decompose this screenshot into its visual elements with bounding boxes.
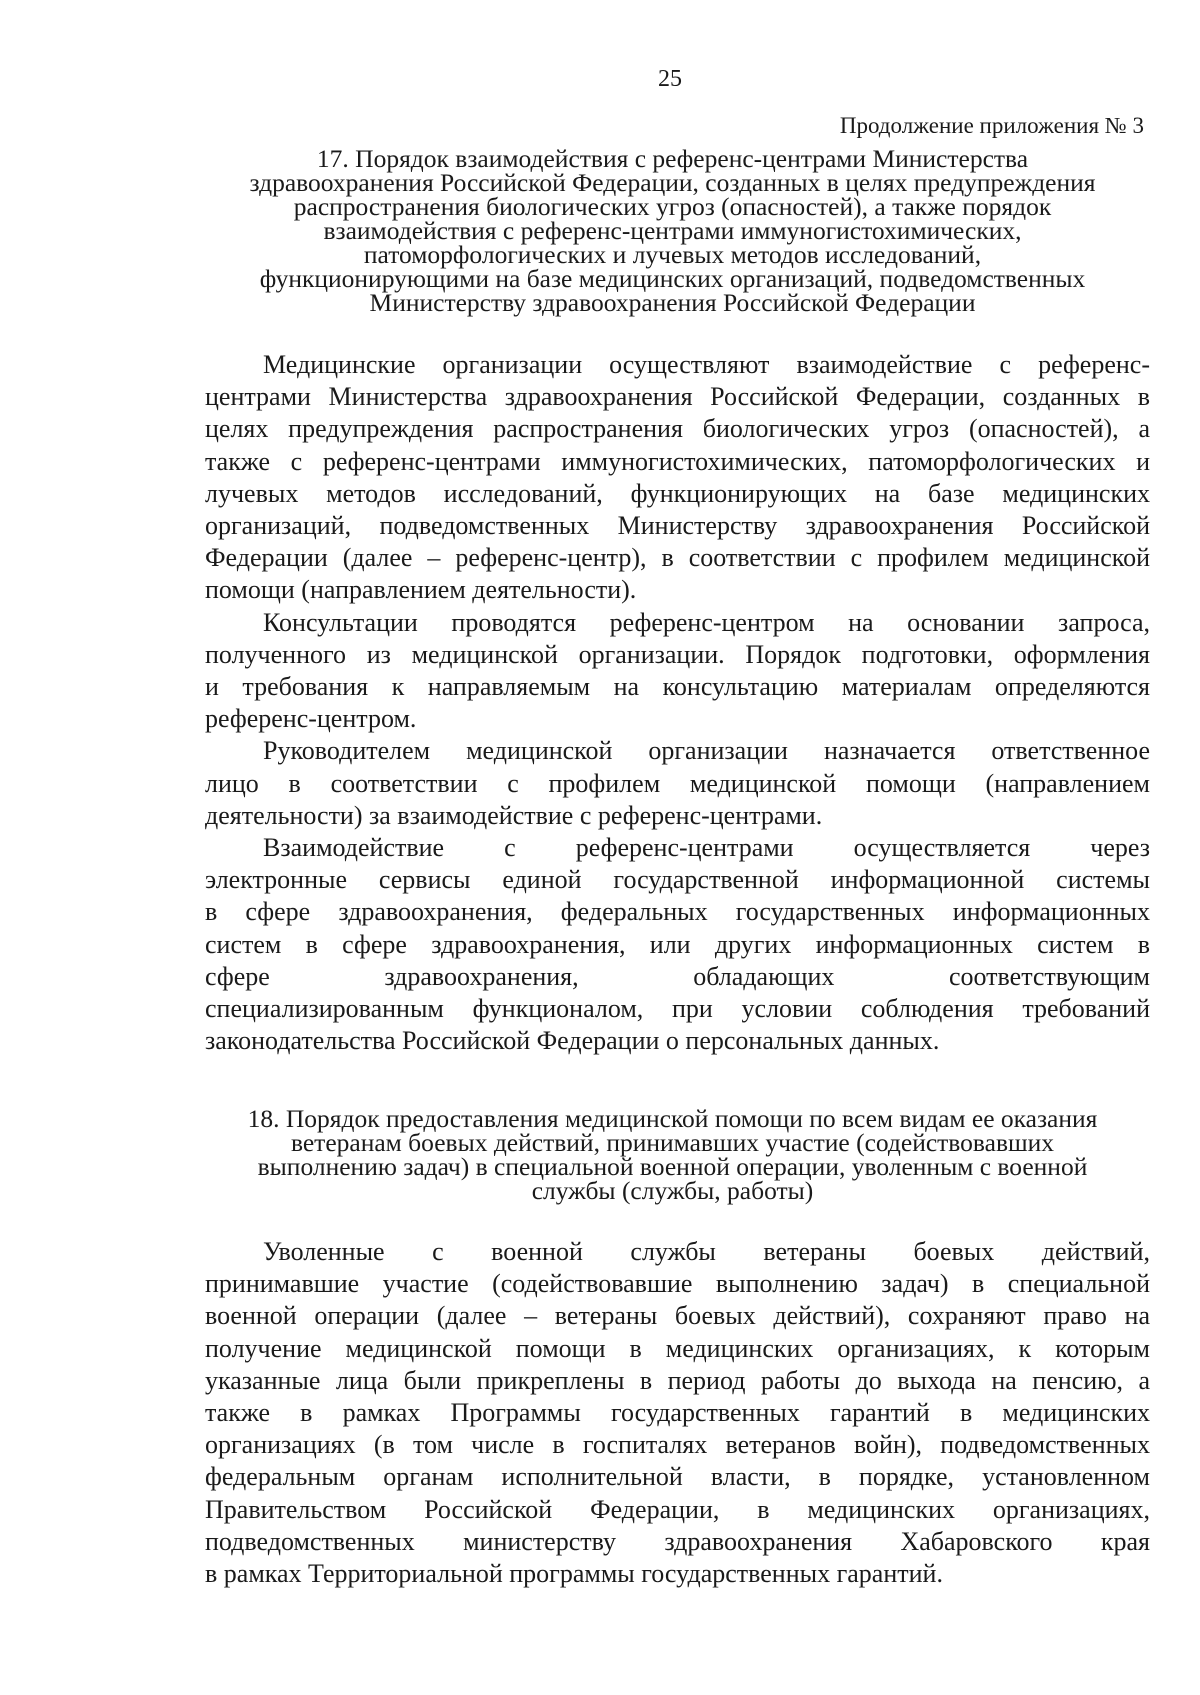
section-18-body (205, 1236, 1150, 1590)
text-line: военной операции (далее – ветераны боевых действий), сохраняют право на (205, 1301, 1150, 1331)
heading-line: Министерству здравоохранения Российской Федерации (369, 288, 976, 317)
text-line: систем в сфере здравоохранения, или других информационных систем в (205, 929, 1150, 959)
heading-line: взаимодействия с референс-центрами иммуногистохимических, (323, 216, 1022, 245)
text-line: и требования к направляемым на консультацию материалам определяются (205, 672, 1150, 702)
heading-line: функционирующими на базе медицинских организаций, подведомственных (259, 264, 1086, 293)
text-line: референс-центром. (205, 704, 417, 734)
heading-line: распространения биологических угроз (опасностей), а также порядок (293, 192, 1052, 221)
text-line: подведомственных министерству здравоохранения Хабаровского края (205, 1526, 1150, 1556)
text-line: деятельности) за взаимодействие с референс-центрами. (205, 800, 823, 830)
text-line: также в рамках Программы государственных гарантий в медицинских (205, 1398, 1150, 1428)
page-number: 25 (658, 66, 682, 92)
text-line: Федерации (далее – референс-центр), в соответствии с профилем медицинской (205, 543, 1150, 573)
text-line: законодательства Российской Федерации о персональных данных. (205, 1026, 940, 1056)
text-line: Уволенные с военной службы ветераны боевых действий, (263, 1237, 1150, 1266)
text-line: Руководителем медицинской организации назначается ответственное (263, 736, 1150, 766)
text-line: федеральным органам исполнительной власти, в порядке, установленном (205, 1462, 1150, 1492)
text-line: получение медицинской помощи в медицинских организациях, к которым (205, 1333, 1150, 1363)
heading-line: 17. Порядок взаимодействия с референс-центрами Министерства (316, 144, 1029, 173)
text-line: лицо в соответствии с профилем медицинской помощи (направлением (205, 768, 1150, 798)
text-line: целях предупреждения распространения биологических угроз (опасностей), а (205, 414, 1150, 444)
text-line: помощи (направлением деятельности). (205, 575, 637, 605)
paragraph (205, 349, 1150, 607)
appendix-continuation-note: Продолжение приложения № 3 (839, 113, 1144, 138)
text-line: в сфере здравоохранения, федеральных государственных информационных (205, 897, 1150, 927)
text-line: указанные лица были прикреплены в период работы до выхода на пенсию, а (205, 1365, 1150, 1395)
heading-line: службы (службы, работы) (531, 1176, 814, 1205)
heading-line: 18. Порядок предоставления медицинской помощи по всем видам ее оказания (247, 1104, 1098, 1133)
text-line: электронные сервисы единой государственной информационной системы (205, 865, 1150, 895)
text-line: Медицинские организации осуществляют взаимодействие с референс- (263, 350, 1150, 379)
section-17-body (205, 349, 1150, 1057)
text-line: организациях (в том числе в госпиталях ветеранов войн), подведомственных (205, 1430, 1150, 1460)
paragraph (205, 735, 1150, 832)
text-line: центрами Министерства здравоохранения Российской Федерации, созданных в (205, 382, 1150, 412)
section-18-heading (195, 1104, 1150, 1205)
heading-line: здравоохранения Российской Федерации, созданных в целях предупреждения (249, 168, 1096, 197)
text-line: Взаимодействие с референс-центрами осуществляется через (263, 833, 1150, 863)
paragraph (205, 607, 1150, 736)
paragraph (205, 832, 1150, 1057)
section-17-heading (195, 144, 1150, 317)
text-line: полученного из медицинской организации. Порядок подготовки, оформления (205, 639, 1150, 669)
heading-line: выполнению задач) в специальной военной операции, уволенным с военной (257, 1152, 1088, 1181)
text-line: принимавшие участие (содействовавшие выполнению задач) в специальной (205, 1269, 1150, 1299)
heading-line: патоморфологических и лучевых методов исследований, (363, 240, 982, 269)
text-line: Правительством Российской Федерации, в медицинских организациях, (205, 1494, 1150, 1524)
text-line: Консультации проводятся референс-центром на основании запроса, (263, 607, 1150, 637)
paragraph (205, 1236, 1150, 1590)
heading-line: ветеранам боевых действий, принимавших участие (содействовавших (290, 1128, 1055, 1157)
text-line: также с референс-центрами иммуногистохимических, патоморфологических и (205, 446, 1150, 476)
text-line: в рамках Территориальной программы государственных гарантий. (205, 1559, 943, 1589)
text-line: сфере здравоохранения, обладающих соответствующим (205, 961, 1150, 991)
text-line: организаций, подведомственных Министерству здравоохранения Российской (205, 511, 1150, 541)
text-line: лучевых методов исследований, функционирующих на базе медицинских (205, 478, 1150, 508)
text-line: специализированным функционалом, при условии соблюдения требований (205, 994, 1150, 1024)
